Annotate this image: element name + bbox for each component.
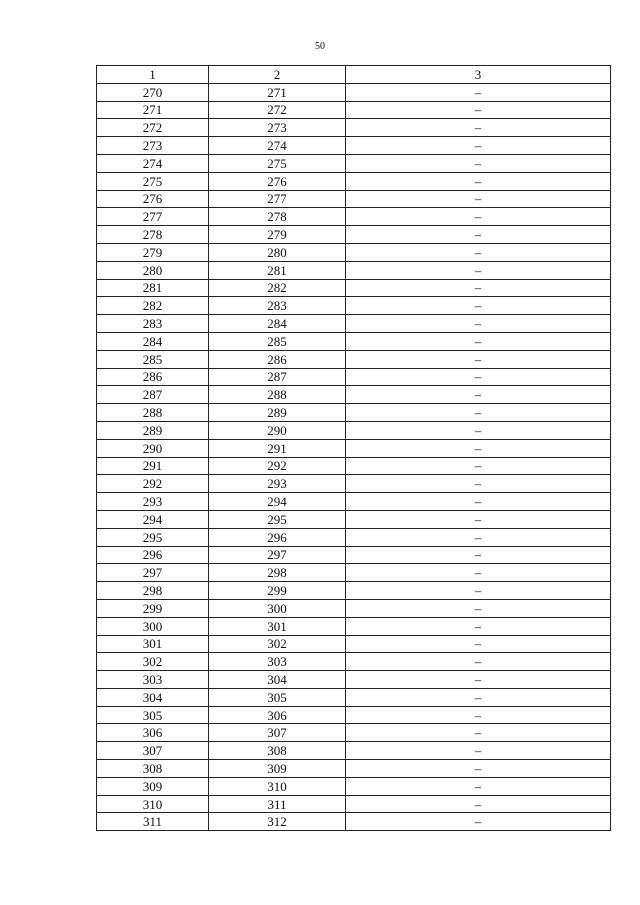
table-cell-col-1: 285 [97,350,209,368]
table-cell-col-2: 309 [209,760,346,778]
table-row [97,332,611,350]
table-cell-col-2: 274 [209,137,346,155]
table-cell-col-2: 300 [209,599,346,617]
table-cell-col-1: 292 [97,475,209,493]
table-row [97,368,611,386]
table-cell-col-3: – [346,813,611,831]
table-cell-col-2: 276 [209,172,346,190]
table-cell-col-2: 278 [209,208,346,226]
table-cell-col-2: 304 [209,671,346,689]
table-cell-col-3: – [346,617,611,635]
table-cell-col-2: 282 [209,279,346,297]
table-cell-col-2: 279 [209,226,346,244]
table-cell-col-1: 290 [97,439,209,457]
column-header-3: 3 [346,66,611,84]
page-number: 50 [315,41,325,52]
table-cell-col-3: – [346,137,611,155]
table-cell-col-2: 283 [209,297,346,315]
table-cell-col-1: 301 [97,635,209,653]
table-cell-col-3: – [346,493,611,511]
table-row [97,137,611,155]
table-cell-col-3: – [346,671,611,689]
table-cell-col-1: 270 [97,83,209,101]
table-cell-col-3: – [346,386,611,404]
table-cell-col-2: 288 [209,386,346,404]
table-row [97,190,611,208]
table-row [97,243,611,261]
table-cell-col-1: 311 [97,813,209,831]
table-cell-col-2: 305 [209,688,346,706]
table-cell-col-1: 293 [97,493,209,511]
table-cell-col-3: – [346,404,611,422]
table-cell-col-2: 297 [209,546,346,564]
table-row [97,653,611,671]
table-cell-col-2: 292 [209,457,346,475]
table-cell-col-1: 303 [97,671,209,689]
table-cell-col-1: 307 [97,742,209,760]
table-cell-col-2: 303 [209,653,346,671]
table-cell-col-2: 311 [209,795,346,813]
table-row [97,226,611,244]
table-row [97,617,611,635]
table-cell-col-3: – [346,760,611,778]
table-cell-col-1: 297 [97,564,209,582]
table-cell-col-3: – [346,83,611,101]
table-row [97,83,611,101]
table-cell-col-3: – [346,226,611,244]
table-cell-col-3: – [346,795,611,813]
table-cell-col-3: – [346,154,611,172]
table-row [97,475,611,493]
table-cell-col-2: 273 [209,119,346,137]
table-cell-col-2: 285 [209,332,346,350]
table-row [97,439,611,457]
column-header-2: 2 [209,66,346,84]
table-cell-col-1: 286 [97,368,209,386]
table-row [97,172,611,190]
table-cell-col-2: 284 [209,315,346,333]
table-row [97,724,611,742]
table-cell-col-1: 287 [97,386,209,404]
table-cell-col-1: 272 [97,119,209,137]
table-cell-col-3: – [346,706,611,724]
table-row [97,279,611,297]
table-cell-col-3: – [346,528,611,546]
table-row [97,119,611,137]
table-cell-col-2: 289 [209,404,346,422]
table-cell-col-2: 296 [209,528,346,546]
table-cell-col-1: 295 [97,528,209,546]
table-cell-col-1: 276 [97,190,209,208]
table-cell-col-3: – [346,599,611,617]
table-cell-col-2: 302 [209,635,346,653]
table-cell-col-2: 308 [209,742,346,760]
table-cell-col-2: 307 [209,724,346,742]
table-cell-col-1: 274 [97,154,209,172]
table-cell-col-1: 309 [97,777,209,795]
table-row [97,760,611,778]
table-cell-col-3: – [346,297,611,315]
table-cell-col-1: 281 [97,279,209,297]
table-cell-col-1: 299 [97,599,209,617]
table-cell-col-3: – [346,190,611,208]
table-cell-col-3: – [346,315,611,333]
table-row [97,154,611,172]
table-cell-col-2: 281 [209,261,346,279]
table-cell-col-3: – [346,119,611,137]
table-cell-col-1: 275 [97,172,209,190]
table-cell-col-2: 280 [209,243,346,261]
table-cell-col-1: 279 [97,243,209,261]
table-row [97,688,611,706]
table-cell-col-1: 278 [97,226,209,244]
table-cell-col-1: 304 [97,688,209,706]
table-cell-col-3: – [346,546,611,564]
table-cell-col-2: 298 [209,564,346,582]
table-cell-col-2: 294 [209,493,346,511]
table-row [97,315,611,333]
table-row [97,564,611,582]
table-body [97,83,611,830]
table-cell-col-3: – [346,510,611,528]
table-cell-col-1: 284 [97,332,209,350]
table-cell-col-1: 310 [97,795,209,813]
table-row [97,493,611,511]
table-row [97,706,611,724]
table-cell-col-3: – [346,635,611,653]
table-cell-col-2: 286 [209,350,346,368]
table-row [97,350,611,368]
table-row [97,101,611,119]
table-row [97,635,611,653]
table-row [97,386,611,404]
table-header-row [97,66,611,84]
table-cell-col-3: – [346,582,611,600]
table-cell-col-1: 302 [97,653,209,671]
table-cell-col-3: – [346,688,611,706]
table-row [97,421,611,439]
table-row [97,510,611,528]
table-cell-col-3: – [346,777,611,795]
table-cell-col-1: 271 [97,101,209,119]
table-cell-col-2: 291 [209,439,346,457]
table-cell-col-3: – [346,564,611,582]
table-cell-col-1: 288 [97,404,209,422]
table-row [97,777,611,795]
table-cell-col-2: 275 [209,154,346,172]
table-cell-col-3: – [346,101,611,119]
table-cell-col-1: 283 [97,315,209,333]
column-header-1: 1 [97,66,209,84]
table-cell-col-1: 280 [97,261,209,279]
table-row [97,795,611,813]
table-cell-col-3: – [346,332,611,350]
table-row [97,297,611,315]
table-cell-col-1: 294 [97,510,209,528]
table-cell-col-3: – [346,742,611,760]
table-cell-col-3: – [346,172,611,190]
data-table [96,65,611,831]
table-cell-col-1: 282 [97,297,209,315]
table-cell-col-1: 289 [97,421,209,439]
table-cell-col-2: 277 [209,190,346,208]
table-cell-col-1: 300 [97,617,209,635]
table-cell-col-2: 293 [209,475,346,493]
table-cell-col-2: 310 [209,777,346,795]
table-row [97,546,611,564]
table-cell-col-2: 295 [209,510,346,528]
table-row [97,261,611,279]
table-cell-col-3: – [346,208,611,226]
table-cell-col-2: 290 [209,421,346,439]
table-cell-col-2: 312 [209,813,346,831]
table-row [97,813,611,831]
table-cell-col-1: 296 [97,546,209,564]
table-cell-col-1: 308 [97,760,209,778]
table-row [97,742,611,760]
table-cell-col-1: 273 [97,137,209,155]
table-cell-col-1: 277 [97,208,209,226]
table-row [97,599,611,617]
table-row [97,404,611,422]
table-cell-col-2: 287 [209,368,346,386]
table-cell-col-2: 301 [209,617,346,635]
table-cell-col-2: 306 [209,706,346,724]
table-row [97,671,611,689]
table-cell-col-3: – [346,653,611,671]
table-cell-col-1: 306 [97,724,209,742]
table-cell-col-1: 298 [97,582,209,600]
table-cell-col-3: – [346,421,611,439]
table-cell-col-2: 272 [209,101,346,119]
table-row [97,582,611,600]
table-cell-col-1: 291 [97,457,209,475]
table-cell-col-3: – [346,243,611,261]
table-cell-col-2: 299 [209,582,346,600]
table-cell-col-3: – [346,261,611,279]
table-cell-col-3: – [346,475,611,493]
table-cell-col-3: – [346,457,611,475]
table-cell-col-3: – [346,368,611,386]
table-cell-col-3: – [346,350,611,368]
table-cell-col-2: 271 [209,83,346,101]
table-cell-col-3: – [346,439,611,457]
table-cell-col-3: – [346,279,611,297]
table-row [97,208,611,226]
table-row [97,457,611,475]
table-cell-col-3: – [346,724,611,742]
table-cell-col-1: 305 [97,706,209,724]
table-row [97,528,611,546]
